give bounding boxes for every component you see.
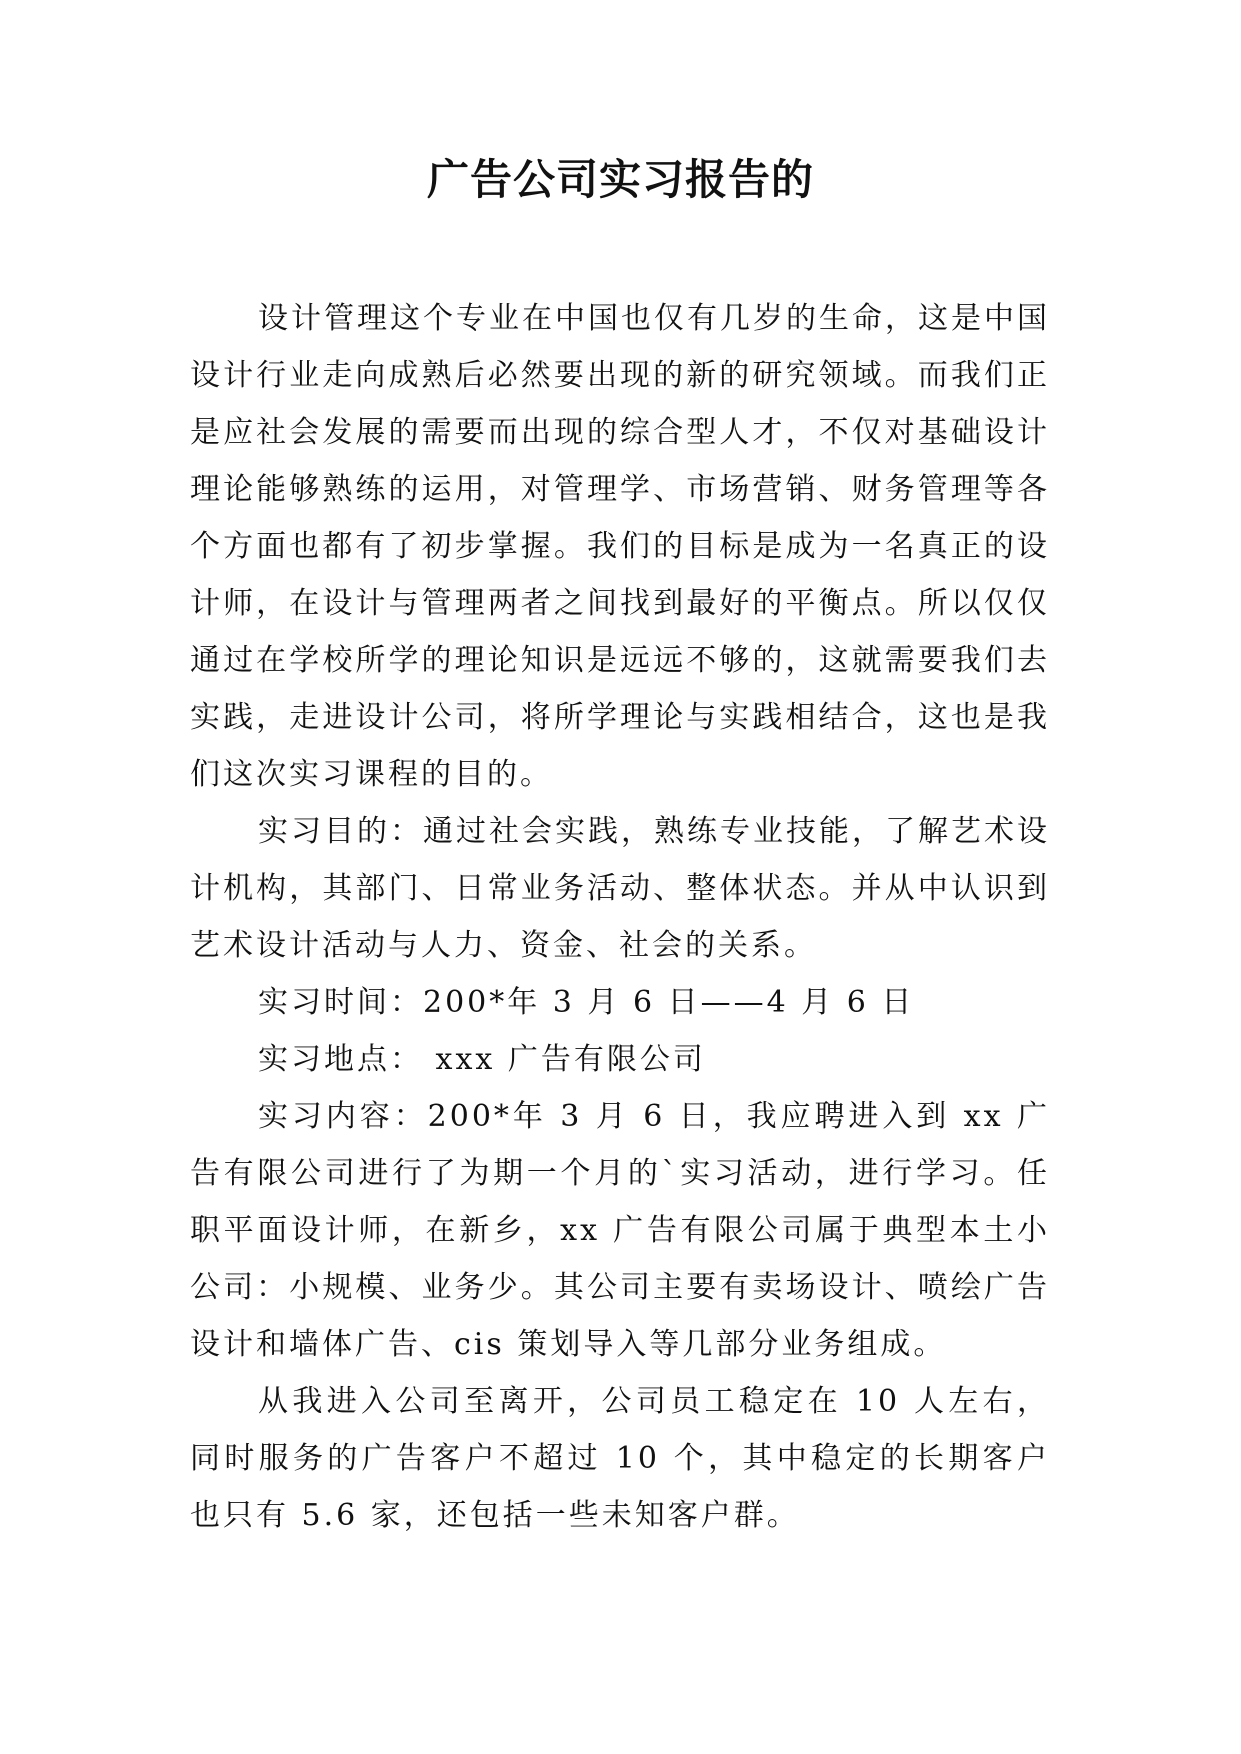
document-title: 广告公司实习报告的 [426,155,814,204]
paragraph-location: 实习地点： xxx 广告有限公司 [258,1042,706,1077]
paragraph-intro: 设计管理这个专业在中国也仅有几岁的生命，这是中国设计行业走向成熟后必然要出现的新的研究领域。而我们正是应社会发展的需要而出现的综合型人才，不仅对基础设计理论能够熟练的运用，对管理学、市场营销、财务管理等各个方面也都有了初步掌握。我们的目标是成为一名真正的设计师，在设计与管理两者之间找到最好的平衡点。所以仅仅通过在学校所学的理论知识是远远不够的，这就需要我们去实践，走进设计公司，将所学理论与实践相结合，这也是我们这次实习课程的目的。 [190,301,1050,792]
paragraph-time: 实习时间：200*年 3 月 6 日——4 月 6 日 [258,985,915,1020]
paragraph-content: 实习内容：200*年 3 月 6 日，我应聘进入到 xx 广告有限公司进行了为期一个月的`实习活动，进行学习。任职平面设计师，在新乡，xx 广告有限公司属于典型本土小公司：小规模、业务少。其公司主要有卖场设计、喷绘广告设计和墙体广告、cis 策划导入等几部分业务组成。 [190,1099,1050,1362]
document-body [190,290,1050,1544]
paragraph-purpose: 实习目的：通过社会实践，熟练专业技能，了解艺术设计机构，其部门、日常业务活动、整体状态。并从中认识到艺术设计活动与人力、资金、社会的关系。 [190,814,1050,963]
paragraph-staff: 从我进入公司至离开，公司员工稳定在 10 人左右，同时服务的广告客户不超过 10 个，其中稳定的长期客户也只有 5.6 家，还包括一些未知客户群。 [190,1384,1050,1533]
